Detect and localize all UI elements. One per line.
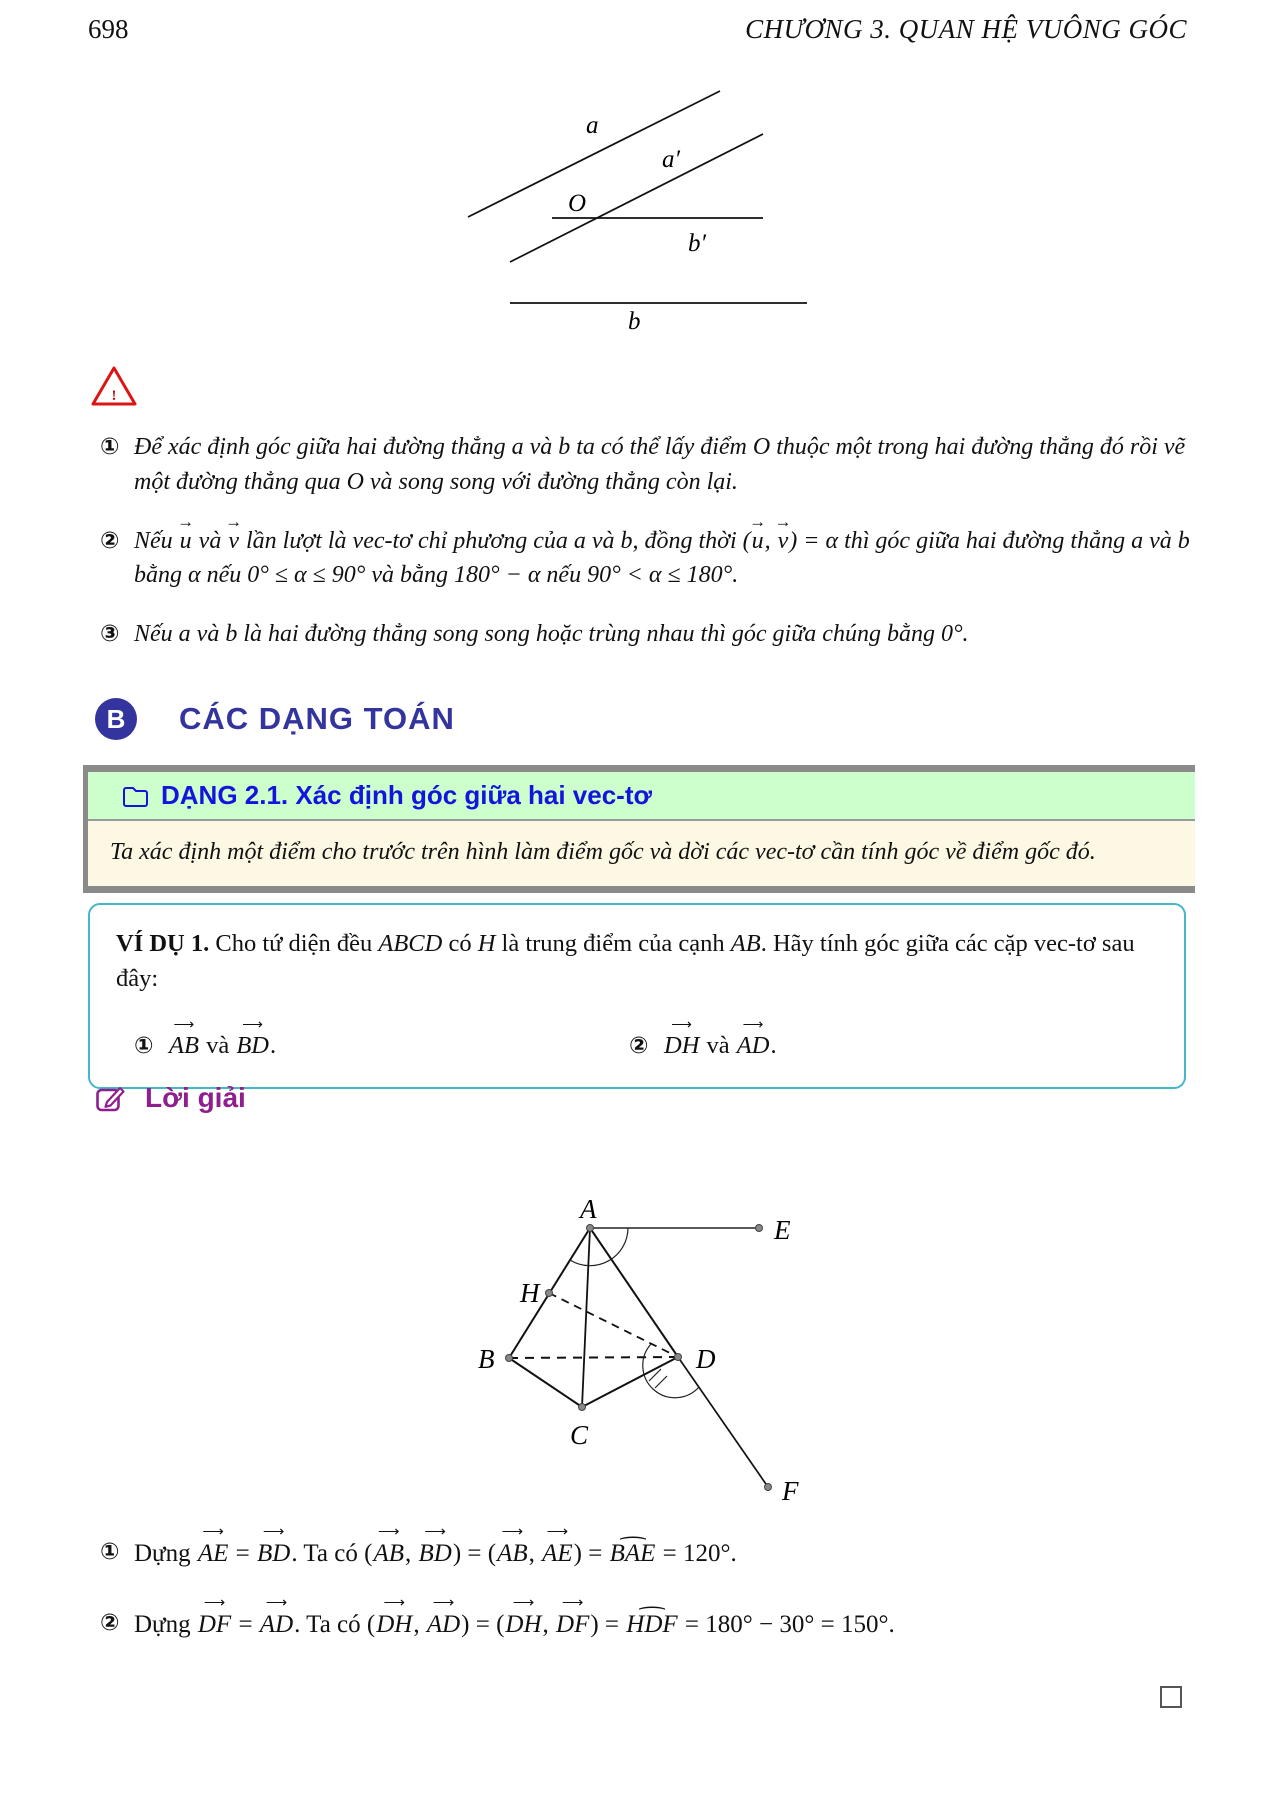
note-3-number: ③ [100,621,120,648]
solution-heading [95,1082,246,1114]
point-O-label: O [568,190,587,217]
folder-icon [122,785,149,807]
dang-method-text: Ta xác định một điểm cho trước trên hình làm điểm gốc và dời các vec-tơ cần tính góc về điểm gốc đó. [88,821,1195,886]
solution-2-text: Dựng ⟶ DF = ⟶ AD. Ta có (⟶ DH, ⟶ AD) = (⟶ DH, ⟶ DF) = ⌢ HDF = 180° − 30° = 150°. [134,1599,1200,1652]
example-item-1 [116,1023,629,1070]
vertex-C-label: C [570,1420,589,1450]
vertex-F-label: F [782,1476,799,1506]
vertex-E-label: E [774,1215,791,1245]
solution-heading-label: Lời giải [145,1082,246,1113]
note-2-text: Nếu → u và → v lần lượt là vec-tơ chỉ phương của a và b, đồng thời (→ u, → v) = α thì góc giữa hai đường thẳng a và b bằng α nếu 0° ≤ α ≤ 90° và bằng 180° − α nếu 90° < α ≤ 180°. [134,524,1192,594]
note-1-text: Để xác định góc giữa hai đường thẳng a và b ta có thể lấy điểm O thuộc một trong hai đường thẳng đó rồi vẽ một đường thẳng qua O và song song với đường thẳng còn lại. [134,434,1186,495]
note-item-1 [100,430,1192,500]
warning-icon [88,362,140,410]
notes-list [100,430,1192,676]
section-b-badge: B [95,698,137,740]
example-1-label: VÍ DỤ 1. [116,930,210,957]
line-b-prime-label: b′ [688,230,706,257]
solution-step-1 [100,1528,1200,1581]
solution-step-2 [100,1599,1200,1652]
example-1-text: Cho tứ diện đều ABCD có H là trung điểm của cạnh AB. Hãy tính góc giữa các cặp vec-tơ sau đây: [116,930,1135,992]
vertex-H-label: H [520,1278,540,1308]
note-item-2 [100,524,1192,594]
dang-2-1-box [83,765,1195,893]
solution-1-text: Dựng ⟶ AE = ⟶ BD. Ta có (⟶ AB, ⟶ BD) = (⟶ AB, ⟶ AE) = ⌢ BAE = 120°. [134,1528,1200,1581]
section-b-title: CÁC DẠNG TOÁN [179,701,455,736]
line-a-prime-label: a′ [662,146,680,173]
page-number: 698 [88,14,129,44]
example-1-items [116,1023,1156,1070]
note-1-number: ① [100,434,120,460]
dang-title: DẠNG 2.1. Xác định góc giữa hai vec-tơ [161,780,652,810]
example-item-2-text: ⟶ DH và ⟶ AD. [663,1023,777,1070]
example-item-2-number: ② [629,1032,649,1059]
tetrahedron-diagram [440,1150,860,1550]
box-top-bar [88,765,1195,772]
example-1-statement [116,927,1156,997]
warning-exclamation: ! [111,388,117,404]
line-b-label: b [628,308,641,335]
box-bottom-bar [88,886,1195,893]
vertex-B-label: B [478,1344,495,1374]
chapter-title: CHƯƠNG 3. QUAN HỆ VUÔNG GÓC [745,14,1187,44]
dang-header [88,772,1195,821]
section-b-heading [95,698,455,740]
solution-2-number: ② [100,1609,120,1636]
note-2-number: ② [100,527,120,554]
parallel-lines-diagram [400,75,850,335]
solution-steps [100,1528,1200,1669]
note-item-3 [100,617,1192,652]
qed-square [1160,1686,1182,1708]
example-1-box [88,903,1186,1089]
example-item-2 [629,1023,777,1070]
pencil-icon [95,1082,127,1114]
line-a-label: a [586,112,599,139]
example-item-1-text: ⟶ AB và ⟶ BD. [168,1023,276,1070]
note-3-text: Nếu a và b là hai đường thẳng song song hoặc trùng nhau thì góc giữa chúng bằng 0°. [134,621,969,648]
solution-1-number: ① [100,1539,120,1565]
vertex-A-label: A [580,1194,597,1224]
example-item-1-number: ① [134,1032,154,1059]
vertex-D-label: D [696,1344,716,1374]
